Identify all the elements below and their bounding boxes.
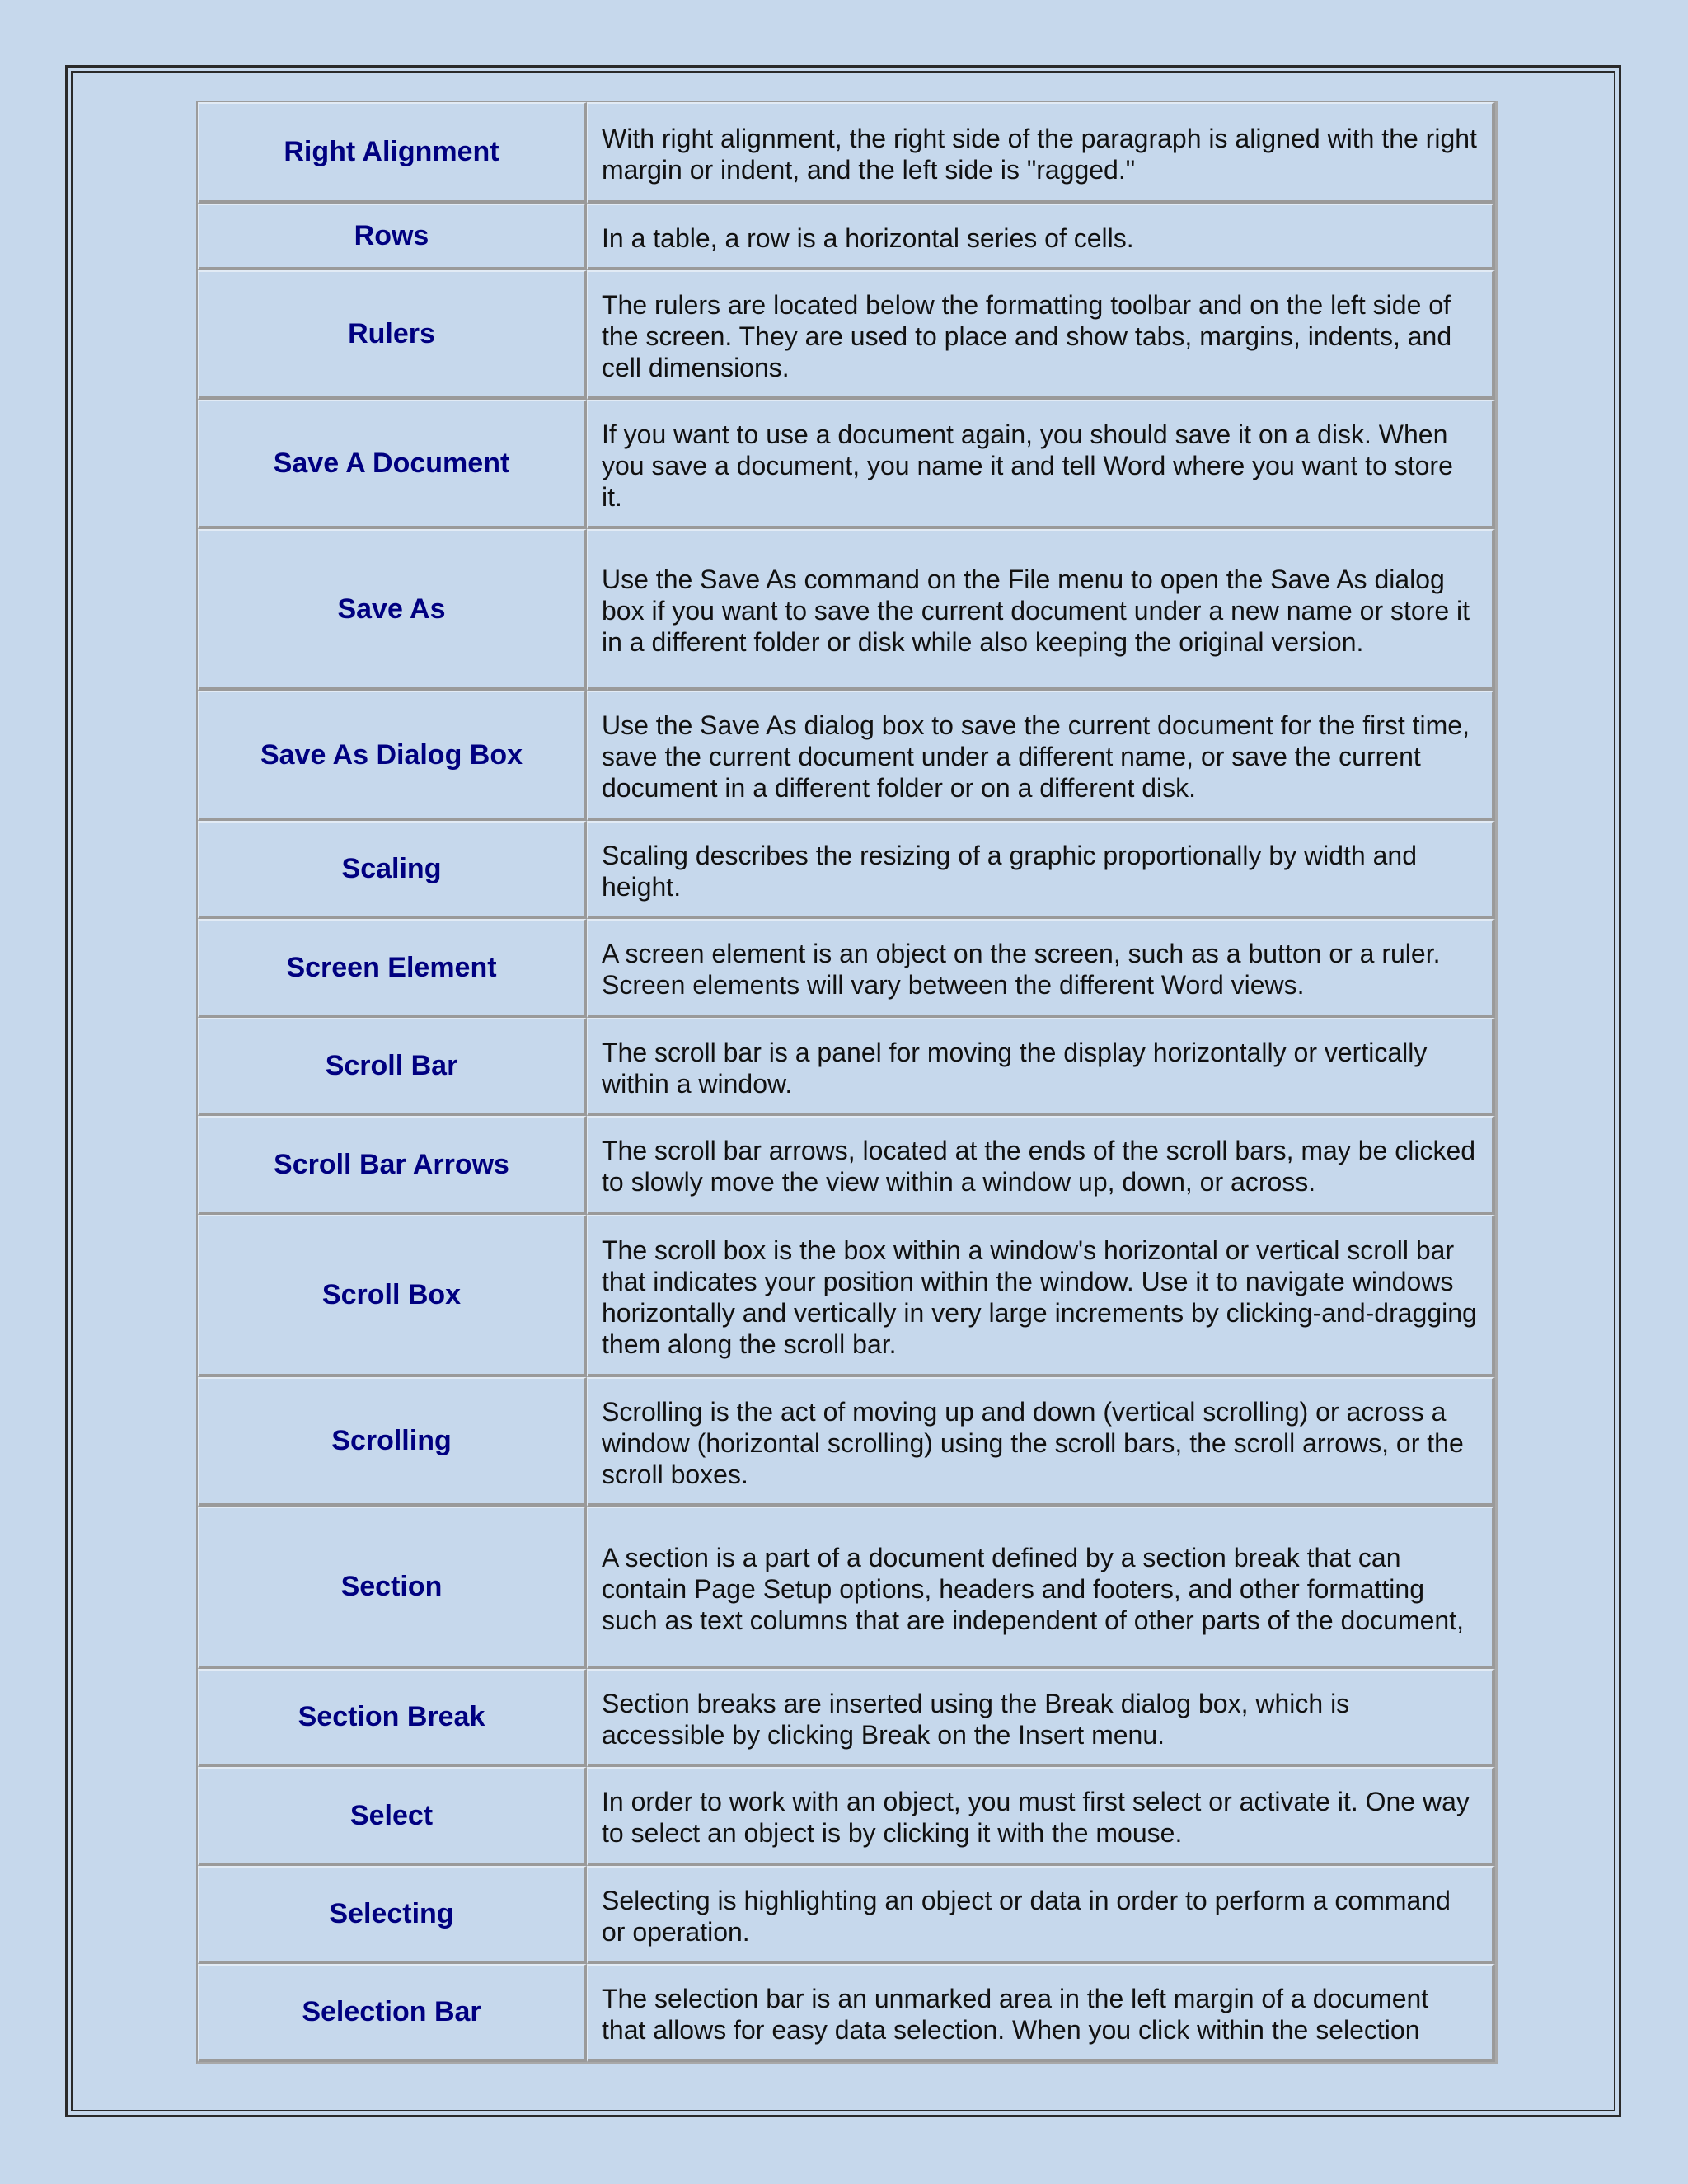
glossary-term: Screen Element: [198, 919, 587, 1018]
table-row: [198, 400, 1495, 529]
glossary-definition: In a table, a row is a horizontal series of cells.: [587, 204, 1495, 270]
table-row: [198, 204, 1495, 270]
glossary-term: Right Alignment: [198, 102, 587, 204]
glossary-definition: A screen element is an object on the screen, such as a button or a ruler. Screen elements will vary between the different Word views.: [587, 919, 1495, 1018]
glossary-term: Select: [198, 1767, 587, 1866]
table-row: [198, 1669, 1495, 1767]
glossary-term: Scaling: [198, 821, 587, 919]
table-row: [198, 1767, 1495, 1866]
glossary-term: Scroll Bar: [198, 1018, 587, 1116]
glossary-definition: In order to work with an object, you must first select or activate it. One way to select an object is by clicking it with the mouse.: [587, 1767, 1495, 1866]
table-row: [198, 1964, 1495, 2062]
table-row: [198, 1018, 1495, 1116]
glossary-definition: The scroll bar is a panel for moving the display horizontally or vertically within a window.: [587, 1018, 1495, 1116]
glossary-term: Save As: [198, 529, 587, 691]
glossary-definition: A section is a part of a document defined by a section break that can contain Page Setup options, headers and footers, and other formatting such as text columns that are independent of other parts of the document,: [587, 1507, 1495, 1669]
glossary-definition: The rulers are located below the formatting toolbar and on the left side of the screen. They are used to place and show tabs, margins, indents, and cell dimensions.: [587, 270, 1495, 400]
table-row: [198, 1507, 1495, 1669]
glossary-term: Section: [198, 1507, 587, 1669]
table-row: [198, 1866, 1495, 1964]
glossary-term: Rows: [198, 204, 587, 270]
glossary-term: Section Break: [198, 1669, 587, 1767]
table-row: [198, 270, 1495, 400]
table-row: [198, 1377, 1495, 1507]
glossary-term: Scrolling: [198, 1377, 587, 1507]
table-row: [198, 1116, 1495, 1215]
glossary-term: Selection Bar: [198, 1964, 587, 2062]
glossary-definition: If you want to use a document again, you should save it on a disk. When you save a document, you name it and tell Word where you want to store it.: [587, 400, 1495, 529]
glossary-definition: Scaling describes the resizing of a graphic proportionally by width and height.: [587, 821, 1495, 919]
glossary-term: Save A Document: [198, 400, 587, 529]
glossary-definition: With right alignment, the right side of the paragraph is aligned with the right margin or indent, and the left side is "ragged.": [587, 102, 1495, 204]
glossary-definition: The scroll box is the box within a window's horizontal or vertical scroll bar that indicates your position within the window. Use it to navigate windows horizontally and vertically in very large increments by clicking-and-dragging them along the scroll bar.: [587, 1215, 1495, 1377]
glossary-definition: The selection bar is an unmarked area in the left margin of a document that allows for easy data selection. When you click within the selection: [587, 1964, 1495, 2062]
glossary-term: Scroll Box: [198, 1215, 587, 1377]
table-row: [198, 919, 1495, 1018]
glossary-term: Save As Dialog Box: [198, 691, 587, 821]
table-row: [198, 102, 1495, 204]
table-row: [198, 821, 1495, 919]
glossary-definition: Section breaks are inserted using the Break dialog box, which is accessible by clicking Break on the Insert menu.: [587, 1669, 1495, 1767]
table-row: [198, 691, 1495, 821]
glossary-term: Selecting: [198, 1866, 587, 1964]
table-row: [198, 529, 1495, 691]
table-row: [198, 1215, 1495, 1377]
glossary-definition: Scrolling is the act of moving up and down (vertical scrolling) or across a window (horizontal scrolling) using the scroll bars, the scroll arrows, or the scroll boxes.: [587, 1377, 1495, 1507]
glossary-definition: Use the Save As dialog box to save the current document for the first time, save the current document under a different name, or save the current document in a different folder or on a different disk.: [587, 691, 1495, 821]
glossary-table: [196, 101, 1498, 2064]
glossary-definition: Selecting is highlighting an object or data in order to perform a command or operation.: [587, 1866, 1495, 1964]
glossary-term: Scroll Bar Arrows: [198, 1116, 587, 1215]
glossary-term: Rulers: [198, 270, 587, 400]
glossary-table-body: [198, 102, 1495, 2062]
glossary-definition: The scroll bar arrows, located at the ends of the scroll bars, may be clicked to slowly move the view within a window up, down, or across.: [587, 1116, 1495, 1215]
glossary-definition: Use the Save As command on the File menu to open the Save As dialog box if you want to save the current document under a new name or store it in a different folder or disk while also keeping the original version.: [587, 529, 1495, 691]
